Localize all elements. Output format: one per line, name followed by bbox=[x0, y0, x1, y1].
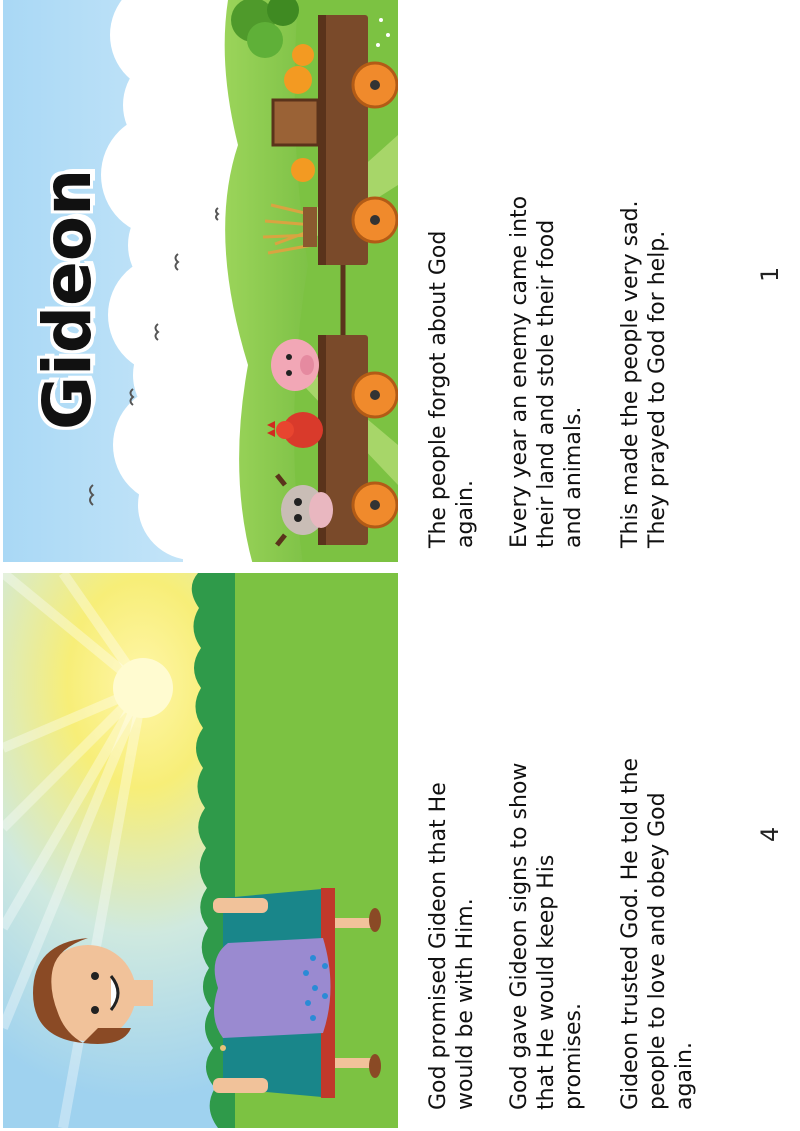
gideon-scene bbox=[3, 573, 398, 1128]
gideon-illustration bbox=[3, 573, 398, 1128]
page4-paragraph-2: God gave Gideon signs to show that He would keep His promises. bbox=[507, 762, 586, 1110]
sun bbox=[113, 658, 173, 718]
page1-number: 1 bbox=[756, 266, 784, 282]
page-divider bbox=[0, 562, 800, 568]
page4-paragraph-3: Gideon trusted God. He told the people to love and obey God again. bbox=[618, 757, 697, 1110]
page1-paragraph-1: The people forgot about God again. bbox=[426, 230, 478, 548]
page1-paragraph-3: This made the people very sad. They prayed to God for help. bbox=[618, 200, 670, 548]
page4-paragraph-1: God promised Gideon that He would be with Him. bbox=[426, 782, 478, 1110]
title-container bbox=[28, 130, 108, 430]
barrel bbox=[273, 100, 318, 145]
pig bbox=[271, 339, 319, 391]
page-title: Gideon bbox=[29, 168, 106, 430]
page4-number: 4 bbox=[756, 826, 784, 842]
page1-paragraph-2: Every year an enemy came into their land and stole their food and animals. bbox=[507, 195, 586, 548]
